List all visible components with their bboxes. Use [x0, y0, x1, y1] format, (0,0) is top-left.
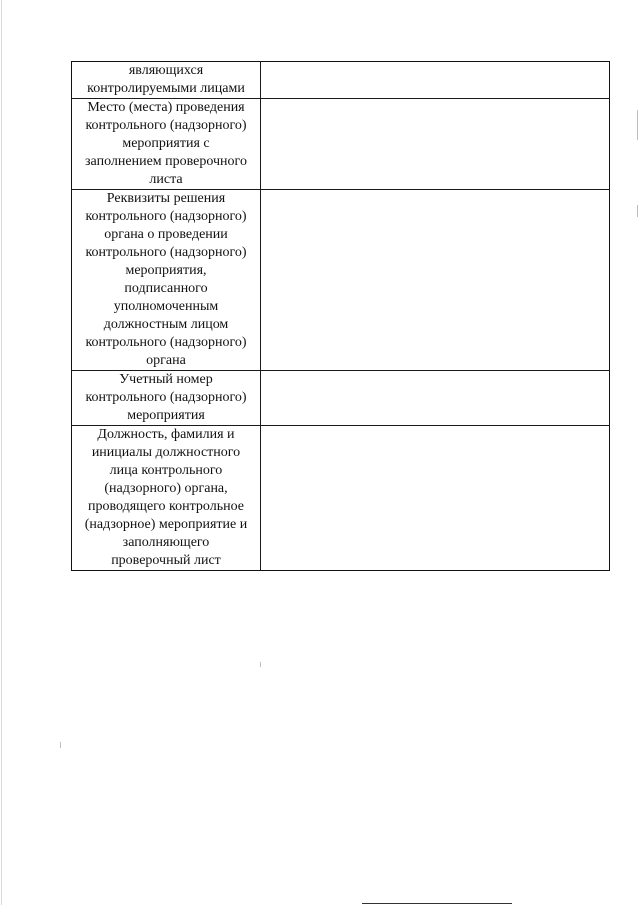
row-value-cell[interactable] — [261, 99, 610, 190]
scan-speck — [637, 110, 638, 140]
row-label-cell — [72, 62, 261, 99]
row-label: Учетный номер контрольного (надзорного) мероприятия — [85, 372, 247, 423]
row-label: Должность, фамилия и инициалы должностного лица контрольного (надзорного) органа, проводящего контрольное (надзорное) мероприятие и заполняющего проверочный лист — [84, 427, 248, 568]
table-row — [72, 371, 610, 426]
row-value-cell[interactable] — [261, 426, 610, 571]
row-label: Место (места) проведения контрольного (надзорного) мероприятия с заполнением проверочного листа — [85, 100, 247, 187]
row-label: являющихся контролируемыми лицами — [87, 63, 245, 96]
table-row — [72, 62, 610, 99]
row-value-cell[interactable] — [261, 62, 610, 99]
checklist-form-table — [71, 61, 610, 571]
row-label-cell — [72, 426, 261, 571]
scan-speck — [637, 205, 638, 217]
row-label: Реквизиты решения контрольного (надзорного) органа о проведении контрольного (надзорного) мероприятия, подписанного уполномоченным должностным лицом контрольного (надзорного) органа — [85, 191, 247, 368]
page-edge — [1, 0, 2, 905]
table-row — [72, 190, 610, 371]
footer-rule — [362, 903, 512, 904]
scan-speck — [260, 662, 261, 667]
row-value-cell[interactable] — [261, 190, 610, 371]
table-row — [72, 99, 610, 190]
scan-speck — [60, 742, 61, 748]
row-label-cell — [72, 99, 261, 190]
row-label-cell — [72, 371, 261, 426]
row-value-cell[interactable] — [261, 371, 610, 426]
table-row — [72, 426, 610, 571]
row-label-cell — [72, 190, 261, 371]
